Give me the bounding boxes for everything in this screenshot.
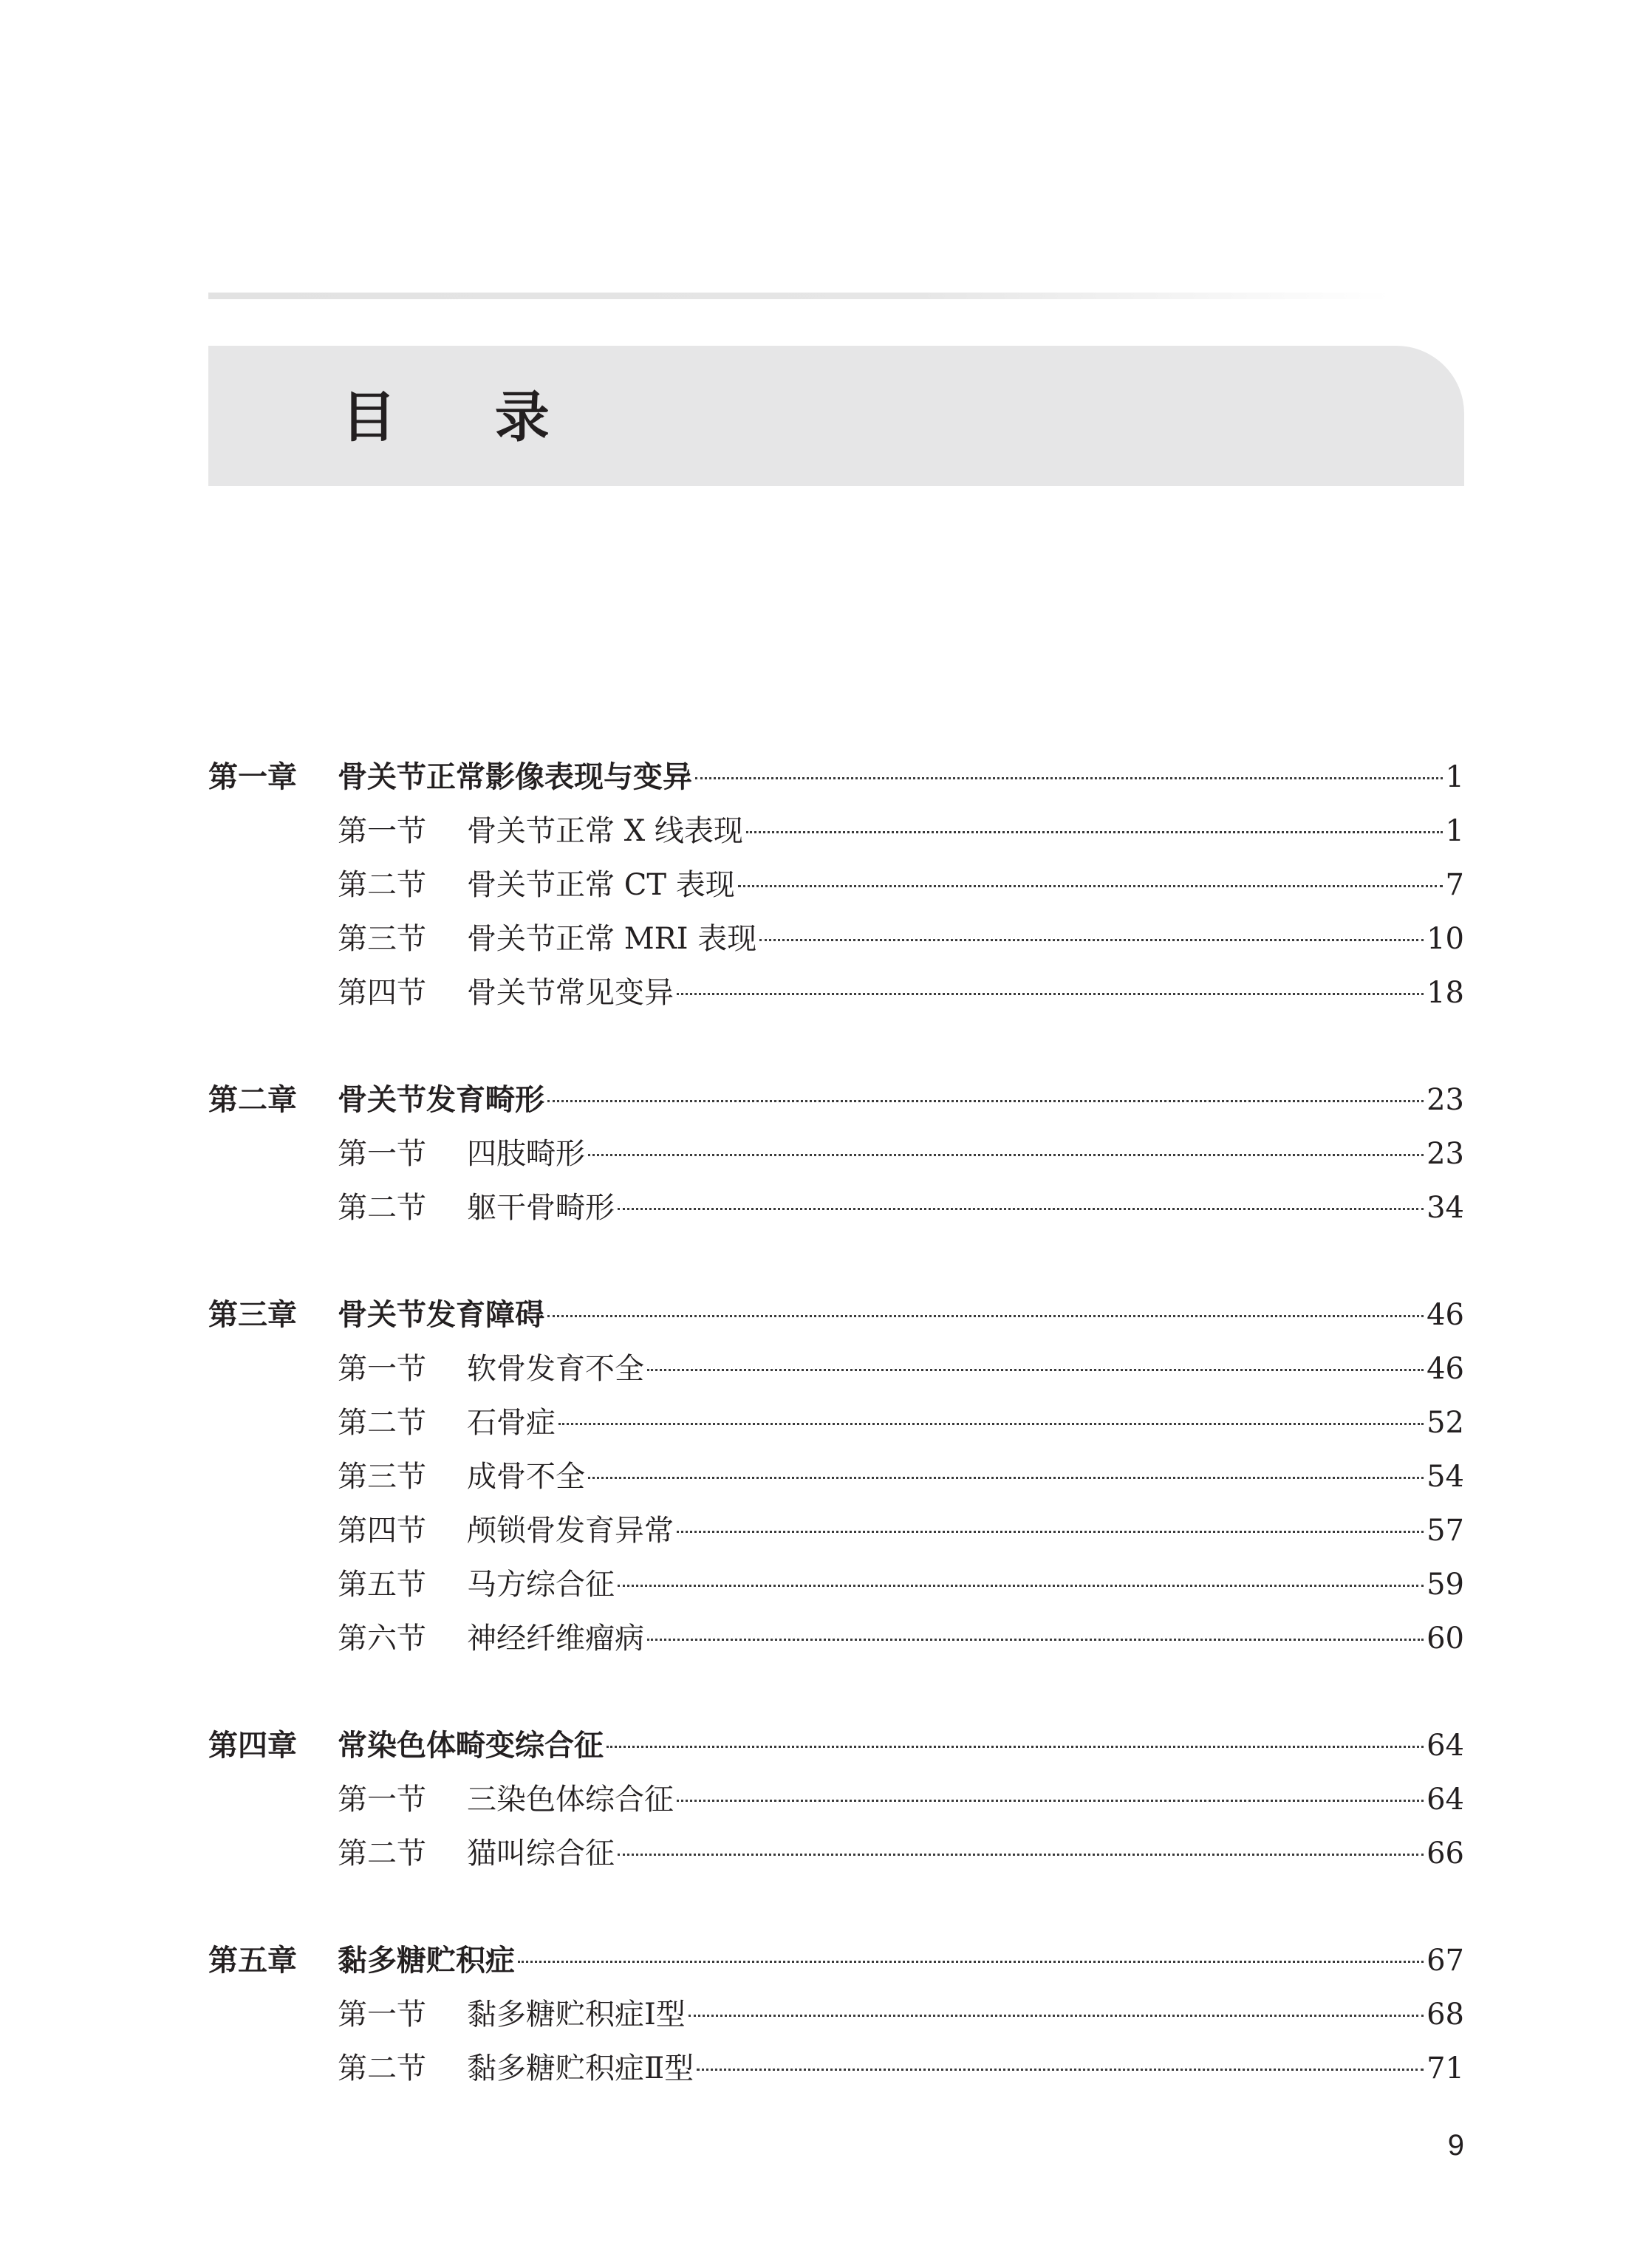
section-page: 23 [1427,1137,1464,1171]
chapter-title: 常染色体畸变综合征 [338,1729,604,1763]
section-number: 第二节 [338,1837,426,1871]
toc-chapter-entry[interactable] [208,1073,1464,1127]
section-page: 1 [1445,814,1464,848]
section-page: 60 [1427,1622,1464,1656]
toc-chapter-entry[interactable] [208,1934,1464,1988]
dot-leader [647,1369,1424,1371]
dot-leader [677,993,1424,995]
toc-chapter-entry[interactable] [208,751,1464,805]
chapter-number: 第一章 [208,760,297,794]
section-number: 第一节 [338,1352,426,1386]
toc-section-entry[interactable] [208,1396,1464,1450]
section-number: 第一节 [338,1137,426,1171]
dot-leader [677,1531,1424,1533]
section-number: 第二节 [338,1191,426,1225]
dot-leader [547,1100,1424,1102]
toc-section-entry[interactable] [208,1773,1464,1827]
dot-leader [677,1800,1424,1802]
chapter-page: 67 [1427,1944,1464,1978]
section-page: 71 [1427,2052,1464,2086]
dot-leader [695,777,1443,779]
section-title: 四肢畸形 [467,1137,585,1171]
section-number: 第四节 [338,976,426,1010]
chapter-number: 第五章 [208,1944,297,1978]
dot-leader [759,939,1424,941]
section-title: 颅锁骨发育异常 [467,1514,674,1548]
section-page: 18 [1427,976,1464,1010]
section-title: 石骨症 [467,1406,556,1440]
dot-leader [588,1477,1424,1479]
toc-section-entry[interactable] [208,805,1464,858]
dot-leader [607,1746,1424,1748]
section-page: 66 [1427,1837,1464,1871]
chapter-number: 第四章 [208,1729,297,1763]
dot-leader [618,1854,1424,1856]
toc-section-entry[interactable] [208,1558,1464,1612]
section-number: 第一节 [338,1998,426,2032]
section-page: 7 [1445,868,1464,902]
section-title: 黏多糖贮积症Ⅰ型 [467,1998,686,2032]
section-number: 第一节 [338,1783,426,1817]
section-number: 第五节 [338,1568,426,1602]
section-number: 第二节 [338,1406,426,1440]
toc-section-entry[interactable] [208,1827,1464,1881]
chapter-block [208,1073,1464,1235]
chapter-block [208,1934,1464,2096]
section-title: 神经纤维瘤病 [467,1622,644,1656]
section-number: 第二节 [338,868,426,902]
toc-section-entry[interactable] [208,1342,1464,1396]
toc-section-entry[interactable] [208,966,1464,1020]
section-title: 骨关节常见变异 [467,976,674,1010]
section-title: 骨关节正常 CT 表现 [467,868,735,902]
chapter-title: 黏多糖贮积症 [338,1944,515,1978]
chapter-block [208,1719,1464,1881]
page-title: 目 录 [341,386,590,449]
toc-section-entry[interactable] [208,1504,1464,1558]
chapter-page: 46 [1427,1298,1464,1332]
chapter-number: 第三章 [208,1298,297,1332]
section-title: 三染色体综合征 [467,1783,674,1817]
dot-leader [618,1208,1424,1210]
section-number: 第六节 [338,1622,426,1656]
dot-leader [558,1423,1424,1425]
toc-chapter-entry[interactable] [208,1719,1464,1773]
dot-leader [588,1154,1424,1156]
dot-leader [518,1961,1424,1963]
dot-leader [618,1585,1424,1587]
toc-chapter-entry[interactable] [208,1288,1464,1342]
section-page: 46 [1427,1352,1464,1386]
section-title: 软骨发育不全 [467,1352,644,1386]
section-title: 马方综合征 [467,1568,615,1602]
chapter-title: 骨关节正常影像表现与变异 [338,760,692,794]
section-page: 57 [1427,1514,1464,1548]
chapter-block [208,1288,1464,1666]
section-number: 第三节 [338,922,426,956]
section-page: 59 [1427,1568,1464,1602]
section-page: 10 [1427,922,1464,956]
table-of-contents [208,751,1464,2149]
toc-section-entry[interactable] [208,1450,1464,1504]
section-number: 第一节 [338,814,426,848]
dot-leader [689,2015,1424,2017]
toc-section-entry[interactable] [208,1988,1464,2042]
chapter-page: 64 [1427,1729,1464,1763]
chapter-block [208,751,1464,1020]
dot-leader [647,1639,1424,1641]
toc-section-entry[interactable] [208,912,1464,966]
dot-leader [738,885,1443,887]
section-title: 成骨不全 [467,1460,585,1494]
chapter-title: 骨关节发育畸形 [338,1083,544,1117]
toc-section-entry[interactable] [208,858,1464,912]
section-title: 黏多糖贮积症Ⅱ型 [467,2052,694,2086]
chapter-number: 第二章 [208,1083,297,1117]
page-number: 9 [1447,2129,1464,2162]
dot-leader [697,2069,1424,2071]
section-page: 52 [1427,1406,1464,1440]
dot-leader [746,831,1443,833]
chapter-page: 1 [1445,760,1464,794]
section-page: 54 [1427,1460,1464,1494]
section-title: 躯干骨畸形 [467,1191,615,1225]
section-title: 骨关节正常 MRI 表现 [467,922,757,956]
section-page: 64 [1427,1783,1464,1817]
section-number: 第二节 [338,2052,426,2086]
toc-section-entry[interactable] [208,1181,1464,1235]
chapter-page: 23 [1427,1083,1464,1117]
section-title: 猫叫综合征 [467,1837,615,1871]
section-number: 第三节 [338,1460,426,1494]
toc-section-entry[interactable] [208,1127,1464,1181]
header-rule [208,293,1390,299]
section-page: 68 [1427,1998,1464,2032]
section-number: 第四节 [338,1514,426,1548]
dot-leader [547,1315,1424,1317]
chapter-title: 骨关节发育障碍 [338,1298,544,1332]
toc-section-entry[interactable] [208,2042,1464,2096]
toc-section-entry[interactable] [208,1612,1464,1666]
section-page: 34 [1427,1191,1464,1225]
section-title: 骨关节正常 X 线表现 [467,814,743,848]
